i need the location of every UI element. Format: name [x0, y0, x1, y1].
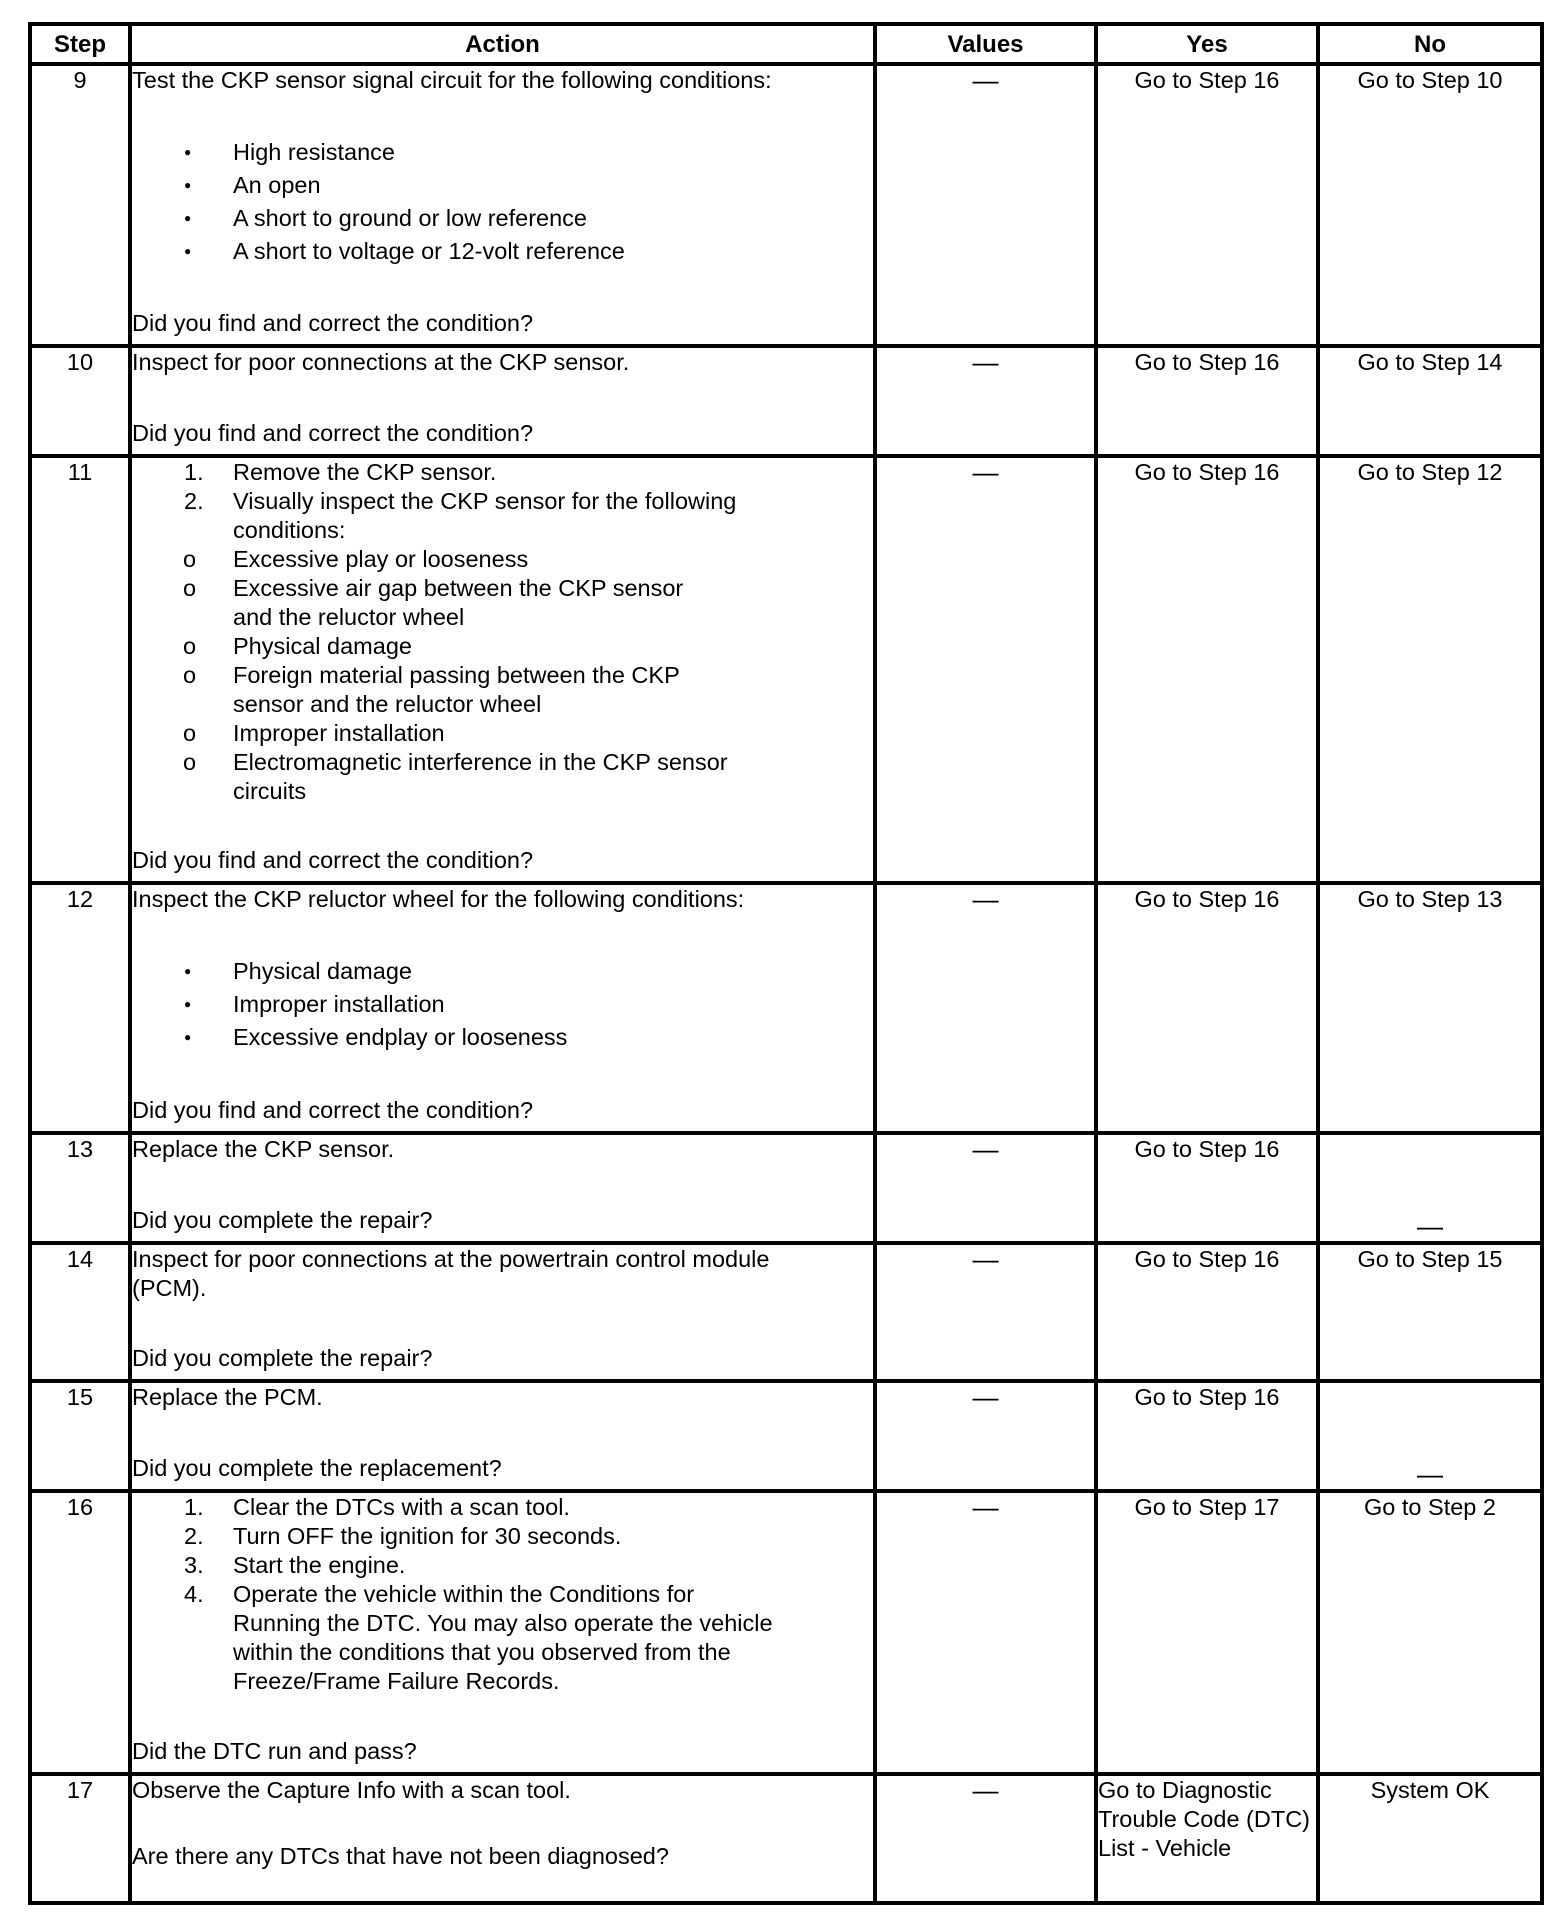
step-text: Remove the CKP sensor.: [233, 459, 497, 485]
list-item: [132, 1580, 773, 1696]
step-number: 9: [30, 64, 130, 346]
no-cell: —: [1318, 1133, 1542, 1243]
sub-marker: o: [183, 575, 197, 601]
condition-list: [132, 955, 873, 1054]
step-index: 1.: [184, 459, 204, 485]
action-intro: Inspect the CKP reluctor wheel for the following conditions:: [132, 886, 745, 912]
list-item: ● A short to ground or low reference: [132, 202, 873, 235]
action-intro: Replace the PCM.: [132, 1384, 323, 1410]
yes-cell: Go to Step 16: [1096, 1243, 1318, 1381]
step-text: Start the engine.: [233, 1552, 406, 1578]
sub-marker: o: [183, 546, 197, 572]
table-row: [30, 1381, 1542, 1491]
sub-text: Foreign material passing between the CKP sensor and the reluctor wheel: [233, 662, 680, 717]
values-cell: —: [875, 1133, 1096, 1243]
list-item: ● High resistance: [132, 136, 873, 169]
action-question: Did you complete the replacement?: [132, 1455, 502, 1481]
step-text: Visually inspect the CKP sensor for the following conditions:: [233, 488, 737, 543]
yes-cell: Go to Step 16: [1096, 1133, 1318, 1243]
step-number: 10: [30, 346, 130, 456]
no-cell: Go to Step 2: [1318, 1491, 1542, 1774]
action-intro: Replace the CKP sensor.: [132, 1136, 395, 1162]
list-item: ● A short to voltage or 12-volt reference: [132, 235, 873, 268]
no-cell: Go to Step 13: [1318, 883, 1542, 1133]
step-number: 14: [30, 1243, 130, 1381]
yes-cell: Go to Diagnostic Trouble Code (DTC) List - Vehicle: [1096, 1774, 1318, 1903]
no-cell: Go to Step 12: [1318, 456, 1542, 883]
values-cell: —: [875, 456, 1096, 883]
action-question: Did you find and correct the condition?: [132, 310, 534, 336]
list-item: [132, 545, 873, 574]
table-row: [30, 1243, 1542, 1381]
step-index: 4.: [184, 1581, 204, 1607]
sub-text: Excessive play or looseness: [233, 546, 529, 572]
step-index: 2.: [184, 488, 204, 514]
action-intro: Inspect for poor connections at the powertrain control module (PCM).: [132, 1246, 770, 1301]
values-cell: —: [875, 1243, 1096, 1381]
numbered-steps: [132, 458, 873, 806]
yes-cell: Go to Step 16: [1096, 456, 1318, 883]
step-text: Turn OFF the ignition for 30 seconds.: [233, 1523, 622, 1549]
list-item: ● Excessive endplay or looseness: [132, 1021, 873, 1054]
action-cell: [130, 456, 875, 883]
action-cell: [130, 883, 875, 1133]
table-row: [30, 883, 1542, 1133]
action-intro: Inspect for poor connections at the CKP sensor.: [132, 349, 630, 375]
table-row: [30, 1133, 1542, 1243]
header-row: [30, 24, 1542, 64]
list-item: [132, 632, 873, 661]
header-values: Values: [875, 24, 1096, 64]
sub-marker: o: [183, 662, 197, 688]
yes-cell: Go to Step 16: [1096, 883, 1318, 1133]
step-index: 1.: [184, 1494, 204, 1520]
table-row: [30, 1774, 1542, 1903]
action-question: Are there any DTCs that have not been diagnosed?: [132, 1843, 669, 1869]
action-question: Did the DTC run and pass?: [132, 1738, 417, 1764]
sub-marker: o: [183, 633, 197, 659]
action-cell: [130, 64, 875, 346]
action-cell: [130, 1491, 875, 1774]
action-intro: Test the CKP sensor signal circuit for the following conditions:: [132, 67, 772, 93]
action-cell: [130, 346, 875, 456]
action-question: Did you find and correct the condition?: [132, 1097, 534, 1123]
step-number: 15: [30, 1381, 130, 1491]
values-cell: —: [875, 883, 1096, 1133]
list-item: ● Physical damage: [132, 955, 873, 988]
action-cell: [130, 1381, 875, 1491]
step-number: 11: [30, 456, 130, 883]
values-cell: —: [875, 1381, 1096, 1491]
step-number: 16: [30, 1491, 130, 1774]
step-number: 12: [30, 883, 130, 1133]
values-cell: —: [875, 1491, 1096, 1774]
step-number: 13: [30, 1133, 130, 1243]
no-cell: Go to Step 15: [1318, 1243, 1542, 1381]
list-item: [132, 661, 698, 719]
list-item: [132, 1493, 873, 1522]
action-cell: [130, 1133, 875, 1243]
table-row: [30, 456, 1542, 883]
list-item: [132, 574, 698, 632]
action-intro: Observe the Capture Info with a scan tool.: [132, 1777, 571, 1803]
list-item: [132, 719, 873, 748]
table-row: [30, 1491, 1542, 1774]
header-no: No: [1318, 24, 1542, 64]
list-item: ● Improper installation: [132, 988, 873, 1021]
step-text: Operate the vehicle within the Conditions for Running the DTC. You may also operate the vehicle within the conditions that you observed from the Freeze/Frame Failure Records.: [233, 1581, 773, 1694]
action-cell: [130, 1774, 875, 1903]
sub-text: Electromagnetic interference in the CKP sensor circuits: [233, 749, 728, 804]
sub-marker: o: [183, 749, 197, 775]
header-action: Action: [130, 24, 875, 64]
values-cell: —: [875, 64, 1096, 346]
action-question: Did you complete the repair?: [132, 1345, 433, 1371]
values-cell: —: [875, 1774, 1096, 1903]
step-index: 2.: [184, 1523, 204, 1549]
step-index: 3.: [184, 1552, 204, 1578]
yes-cell: Go to Step 17: [1096, 1491, 1318, 1774]
list-item: [132, 748, 773, 806]
table-row: [30, 64, 1542, 346]
no-cell: —: [1318, 1381, 1542, 1491]
numbered-steps: [132, 1493, 873, 1696]
diagnostic-table: [28, 22, 1544, 1905]
yes-cell: Go to Step 16: [1096, 64, 1318, 346]
table-row: [30, 346, 1542, 456]
header-yes: Yes: [1096, 24, 1318, 64]
action-question: Did you find and correct the condition?: [132, 420, 534, 446]
list-item: [132, 458, 873, 487]
sub-text: Physical damage: [233, 633, 412, 659]
list-item: [132, 1551, 873, 1580]
sub-condition-list: [132, 545, 873, 806]
action-question: Did you complete the repair?: [132, 1207, 433, 1233]
yes-cell: Go to Step 16: [1096, 1381, 1318, 1491]
action-question: Did you find and correct the condition?: [132, 847, 534, 873]
no-cell: System OK: [1318, 1774, 1542, 1903]
step-text: Clear the DTCs with a scan tool.: [233, 1494, 570, 1520]
condition-list: [132, 136, 873, 268]
list-item: ● An open: [132, 169, 873, 202]
list-item: [132, 487, 873, 806]
values-cell: —: [875, 346, 1096, 456]
list-item: [132, 1522, 873, 1551]
sub-marker: o: [183, 720, 197, 746]
step-number: 17: [30, 1774, 130, 1903]
sub-text: Excessive air gap between the CKP sensor and the reluctor wheel: [233, 575, 684, 630]
sub-text: Improper installation: [233, 720, 445, 746]
no-cell: Go to Step 10: [1318, 64, 1542, 346]
action-cell: [130, 1243, 875, 1381]
header-step: Step: [30, 24, 130, 64]
yes-cell: Go to Step 16: [1096, 346, 1318, 456]
no-cell: Go to Step 14: [1318, 346, 1542, 456]
